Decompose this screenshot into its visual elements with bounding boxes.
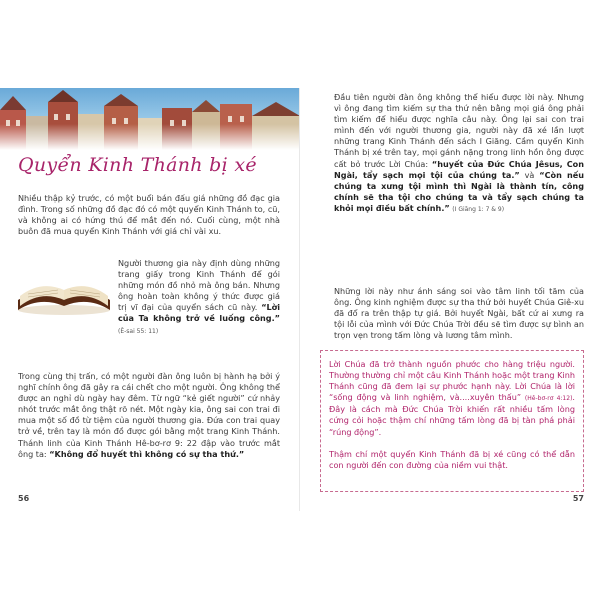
paragraph-text: Đầu tiên người đàn ông không thể hiểu được lời này. Nhưng vì ông đang tìm kiếm sự tha thứ nên bằng mọi giá ông phải tìm kiếm để hiểu được nghĩa câu này. Ông lại sai con trai mình đến với người thương gia, người này đã xé lần lượt những trang Kinh Thánh đến sách I Giăng. Cầm quyển Kinh Thánh bị xé trên tay, mọi gánh nặng trong linh hồn ông được cất bỏ trước Lời Chúa: [334, 92, 584, 169]
paragraph: Những lời này như ánh sáng soi vào tâm linh tối tăm của ông. Ông kinh nghiệm được sự tha thứ bởi huyết Chúa Giê-xu đã đổ ra trên thập tự giá. Bởi huyết Ngài, bất cứ ai xưng ra tội lỗi của mình với Đức Chúa Trời đều sẽ tìm được sự bình an trọn vẹn trong tấm lòng và lương tâm mình. [334, 286, 584, 341]
paragraph-text: Người thương gia này định dùng những trang giấy trong Kinh Thánh để gói những món đồ nhỏ mà ông bán. Nhưng ông hoàn toàn không ý thức được giá trị vĩ đại của quyển sách cũ này. [118, 258, 280, 313]
scripture-quote: “Còn nếu chúng ta xưng tội mình thì Ngài là thành tín, công chính sẽ tha tội cho chúng ta và tẩy sạch chúng ta khỏi mọi điều bất chính.” [334, 169, 584, 213]
paragraph: Nhiều thập kỷ trước, có một buổi bán đấu giá những đồ đạc gia đình. Trong số những đồ đạc đó có một quyển Kinh Thánh to, cũ, và không ai có hứng thú để mắt đến nó. Cuối cùng, một nhà buôn đã mua quyển Kinh Thánh với giá chỉ vài xu. [18, 193, 280, 237]
scripture-reference: (I Giăng 1: 7 & 9) [452, 205, 505, 213]
scripture-quote: “Lời của Ta không trở về luống công.” [118, 302, 280, 324]
open-bible-image [14, 256, 114, 316]
book-spread [0, 88, 600, 511]
box-text: . Đây là cách mà Đức Chúa Trời khiến rất nhiều tấm lòng cứng cỏi hoặc thậm chí những tấm lòng đã bị tàn phá phải “rúng động”. [329, 392, 575, 437]
right-page [300, 88, 600, 511]
paragraph-text: Trong cùng thị trấn, có một người đàn ông luôn bị hành hạ bởi ý nghĩ chính ông đã gây ra cái chết cho một người. Ông không thể được an nghỉ dù ngày hay đêm. Từ ngữ “kẻ giết người” cứ nhảy nhót trước mắt ông thật rõ nét. Một ngày kia, ông sai con trai đi mua một số đồ từ tiệm của người thương gia. Đứa con trai quay trở về, trên tay là món đồ được gói bằng một trang Kinh Thánh. Thánh linh của Kinh Thánh Hê-bơ-rơ 9: 22 đập vào trước mắt ông ta: [18, 371, 280, 459]
left-page [0, 88, 300, 511]
paragraph [334, 92, 584, 215]
paragraph-merchant [118, 258, 280, 337]
page-number: 56 [18, 494, 30, 503]
scripture-reference: (Ê-sai 55: 11) [118, 327, 159, 335]
page-title: Quyển Kinh Thánh bị xé [18, 154, 257, 176]
page-number: 57 [572, 494, 584, 503]
town-photo [0, 88, 300, 150]
scripture-quote: “huyết của Đức Chúa Jêsus, Con Ngài, tẩy sạch mọi tội của chúng ta.” [334, 158, 585, 180]
box-text: Lời Chúa đã trở thành nguồn phước cho hàng triệu người. Thường thường chỉ một câu Kinh Thánh hoặc một trang Kinh Thánh cũng đã đem lại sự phước hạnh này. Lời Chúa là lời “sống động và linh nghiệm, và....xuyên thấu” [329, 359, 575, 403]
paragraph-story [18, 371, 280, 460]
conjunction: và [524, 169, 535, 180]
scripture-quote: “Không đổ huyết thì không có sự tha thứ.” [49, 448, 245, 459]
box-paragraph [329, 359, 575, 438]
highlight-box [320, 350, 584, 492]
box-paragraph: Thậm chí một quyển Kinh Thánh đã bị xé cũng có thể dẫn con người đến con đường của niềm vui thật. [329, 449, 575, 471]
scripture-reference: (Hê-bơ-rơ 4:12) [524, 395, 573, 403]
